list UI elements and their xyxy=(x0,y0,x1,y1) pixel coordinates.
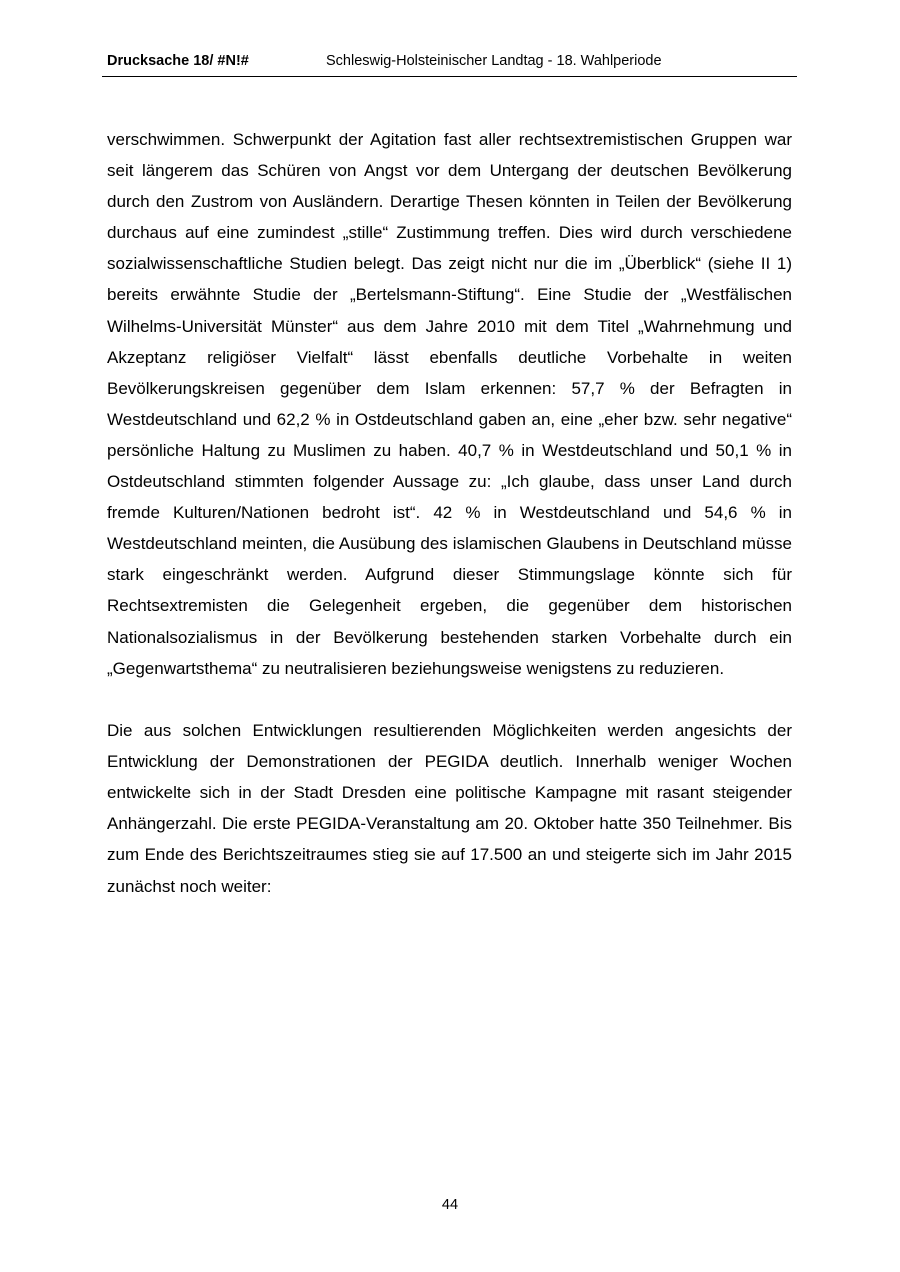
paragraph-1: verschwimmen. Schwerpunkt der Agitation fast aller rechtsextremistischen Gruppen war seit längerem das Schüren von Angst vor dem Untergang der deutschen Bevölkerung durch den Zustrom von Ausländern. Derartige Thesen könnten in Teilen der Bevölkerung durchaus auf eine zumindest „stille“ Zustimmung treffen. Dies wird durch verschiedene sozialwissenschaftliche Studien belegt. Das zeigt nicht nur die im „Überblick“ (siehe II 1) bereits erwähnte Studie der „Bertelsmann-Stiftung“. Eine Studie der „Westfälischen Wilhelms-Universität Münster“ aus dem Jahre 2010 mit dem Titel „Wahrnehmung und Akzeptanz religiöser Vielfalt“ lässt ebenfalls deutliche Vorbehalte in weiten Bevölkerungskreisen gegenüber dem Islam erkennen: 57,7 % der Befragten in Westdeutschland und 62,2 % in Ostdeutschland gaben an, eine „eher bzw. sehr negative“ persönliche Haltung zu Muslimen zu haben. 40,7 % in Westdeutschland und 50,1 % in Ostdeutschland stimmten folgender Aussage zu: „Ich glaube, dass unser Land durch fremde Kulturen/Nationen bedroht ist“. 42 % in Westdeutschland und 54,6 % in Westdeutschland meinten, die Ausübung des islamischen Glaubens in Deutschland müsse stark eingeschränkt werden. Aufgrund dieser Stimmungslage könnte sich für Rechtsextremisten die Gelegenheit ergeben, die gegenüber dem historischen Nationalsozialismus in der Bevölkerung bestehenden starken Vorbehalte durch ein „Gegenwartsthema“ zu neutralisieren beziehungsweise wenigstens zu reduzieren. xyxy=(107,130,792,678)
paragraph-2: Die aus solchen Entwicklungen resultierenden Möglichkeiten werden angesichts der Entwicklung der Demonstrationen der PEGIDA deutlich. Innerhalb weniger Wochen entwickelte sich in der Stadt Dresden eine politische Kampagne mit rasant steigender Anhängerzahl. Die erste PEGIDA-Veranstaltung am 20. Oktober hatte 350 Teilnehmer. Bis zum Ende des Berichtszeitraumes stieg sie auf 17.500 an und steigerte sich im Jahr 2015 zunächst noch weiter: xyxy=(107,721,792,896)
body-text xyxy=(107,124,792,902)
parliament-title: Schleswig-Holsteinischer Landtag - 18. Wahlperiode xyxy=(326,53,662,69)
document-number: Drucksache 18/ #N!# xyxy=(107,53,249,69)
page-header xyxy=(102,50,797,77)
page-number: 44 xyxy=(441,1197,459,1213)
